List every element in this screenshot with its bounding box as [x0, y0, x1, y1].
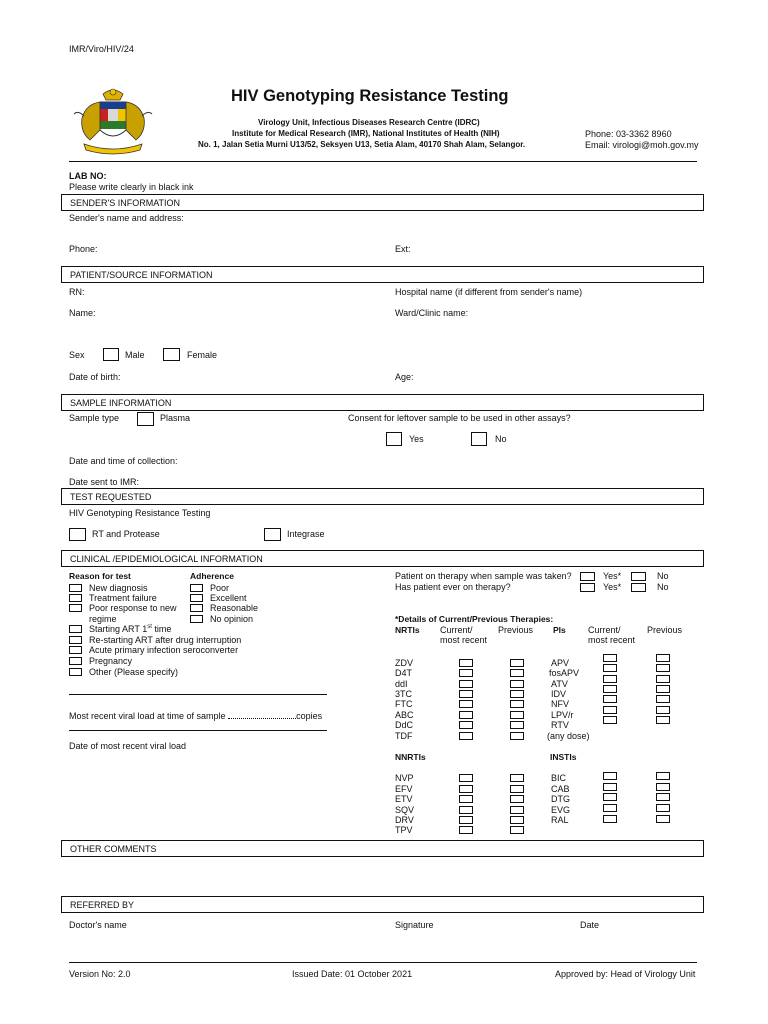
- nrti-tdf-previous-checkbox[interactable]: [510, 732, 524, 740]
- sender-section-header: SENDER'S INFORMATION: [61, 194, 704, 211]
- reason-starting-art-checkbox[interactable]: [69, 625, 82, 633]
- therapy-q1-no-label: No: [657, 571, 669, 581]
- patient-section-header: PATIENT/SOURCE INFORMATION: [61, 266, 704, 283]
- hospital-name-label: Hospital name (if different from sender's name): [395, 287, 583, 297]
- nrti-drug-d4t: D4T: [395, 668, 413, 678]
- approved-by: Approved by: Head of Virology Unit: [555, 969, 696, 979]
- plasma-label: Plasma: [160, 413, 191, 423]
- org-line-1: Virology Unit, Infectious Diseases Research Centre (IDRC): [258, 118, 480, 127]
- reason-acute-infection-label: Acute primary infection seroconverter: [89, 645, 239, 655]
- nnrti-nvp-previous-checkbox[interactable]: [510, 774, 524, 782]
- viral-load-label: [69, 710, 322, 721]
- org-line-2: Institute for Medical Research (IMR), National Institutes of Health (NIH): [232, 129, 500, 138]
- viral-load-date-label: Date of most recent viral load: [69, 741, 187, 751]
- pi-drug-fosapv: fosAPV: [549, 668, 580, 678]
- pi-drug-apv: APV: [551, 658, 570, 668]
- consent-no-label: No: [495, 434, 507, 444]
- nnrti-drug-etv: ETV: [395, 794, 413, 804]
- integrase-checkbox[interactable]: [264, 528, 281, 541]
- nrti-drug-tdf: TDF: [395, 731, 413, 741]
- org-email: Email: virologi@moh.gov.my: [585, 140, 699, 150]
- nrti-3tc-current-checkbox[interactable]: [459, 690, 473, 698]
- pi-drug-idv: IDV: [551, 689, 567, 699]
- pi-idv-current-checkbox[interactable]: [603, 685, 617, 693]
- nrti-drug-ddc: DdC: [395, 720, 414, 730]
- pi-atv-previous-checkbox[interactable]: [656, 675, 670, 683]
- pi-apv-current-checkbox[interactable]: [603, 654, 617, 662]
- consent-no-checkbox[interactable]: [471, 432, 487, 446]
- consent-yes-checkbox[interactable]: [386, 432, 402, 446]
- rt-protease-checkbox[interactable]: [69, 528, 86, 541]
- insti-dtg-current-checkbox[interactable]: [603, 793, 617, 801]
- pi-apv-previous-checkbox[interactable]: [656, 654, 670, 662]
- ward-clinic-label: Ward/Clinic name:: [395, 308, 469, 318]
- insti-bic-previous-checkbox[interactable]: [656, 772, 670, 780]
- sample-type-label: Sample type: [69, 413, 120, 423]
- instruction-text: Please write clearly in black ink: [69, 182, 194, 192]
- reason-for-test-header: Reason for test: [69, 571, 131, 581]
- insti-drug-ral: RAL: [551, 815, 569, 825]
- therapy-q1-yes-label: Yes*: [603, 571, 622, 581]
- nrti-d4t-current-checkbox[interactable]: [459, 669, 473, 677]
- therapy-q2-no-label: No: [657, 582, 669, 592]
- reason-poor-response-checkbox[interactable]: [69, 604, 82, 612]
- adherence-excellent-checkbox[interactable]: [190, 594, 203, 602]
- org-phone: Phone: 03-3362 8960: [585, 129, 672, 139]
- starting-art-tail: time: [151, 624, 172, 634]
- copies-text: copies: [296, 711, 323, 721]
- insti-ral-previous-checkbox[interactable]: [656, 815, 670, 823]
- pi-lpvr-previous-checkbox[interactable]: [656, 706, 670, 714]
- rt-protease-label: RT and Protease: [92, 529, 160, 539]
- adherence-header: Adherence: [190, 571, 234, 581]
- instis-header: INSTIs: [550, 752, 577, 762]
- therapy-q2-yes-label: Yes*: [603, 582, 622, 592]
- other-specify-line: [69, 694, 327, 695]
- version-number: Version No: 2.0: [69, 969, 131, 979]
- pi-rtv-current-checkbox[interactable]: [603, 716, 617, 724]
- document-code: IMR/Viro/HIV/24: [69, 44, 134, 54]
- org-address: No. 1, Jalan Setia Murni U13/52, Seksyen U13, Setia Alam, 40170 Shah Alam, Selangor.: [198, 140, 526, 149]
- nrti-ddc-current-checkbox[interactable]: [459, 721, 473, 729]
- pi-drug-nfv: NFV: [551, 699, 569, 709]
- pi-current-header-cont: most recent: [588, 635, 636, 645]
- starting-art-text: Starting ART 1: [89, 624, 148, 634]
- nrti-abc-previous-checkbox[interactable]: [510, 711, 524, 719]
- pi-drug-lpvr: LPV/r: [551, 710, 574, 720]
- therapy-q2-yes-checkbox[interactable]: [580, 583, 595, 592]
- insti-drug-dtg: DTG: [551, 794, 570, 804]
- therapy-q1-no-checkbox[interactable]: [631, 572, 646, 581]
- reason-new-diagnosis-checkbox[interactable]: [69, 584, 82, 592]
- viral-load-input[interactable]: [228, 710, 296, 719]
- adherence-reasonable-label: Reasonable: [210, 603, 259, 613]
- nrti-ftc-previous-checkbox[interactable]: [510, 700, 524, 708]
- date-label: Date: [580, 920, 600, 930]
- reason-pregnancy-checkbox[interactable]: [69, 657, 82, 665]
- sender-ext-label: Ext:: [395, 244, 411, 254]
- reason-starting-art-label: [89, 624, 171, 634]
- starting-art-superscript: st: [147, 624, 152, 630]
- page-title: HIV Genotyping Resistance Testing: [231, 87, 509, 105]
- nnrti-sqv-previous-checkbox[interactable]: [510, 806, 524, 814]
- pi-drug-atv: ATV: [551, 679, 568, 689]
- nrti-zdv-current-checkbox[interactable]: [459, 659, 473, 667]
- pi-nfv-previous-checkbox[interactable]: [656, 695, 670, 703]
- nrti-current-header-cont: most recent: [440, 635, 488, 645]
- nnrti-drug-nvp: NVP: [395, 773, 414, 783]
- reason-new-diagnosis-label: New diagnosis: [89, 583, 148, 593]
- nnrti-etv-current-checkbox[interactable]: [459, 795, 473, 803]
- nnrtis-header: NNRTIs: [395, 752, 426, 762]
- nrti-ftc-current-checkbox[interactable]: [459, 700, 473, 708]
- sex-label: Sex: [69, 350, 85, 360]
- integrase-label: Integrase: [287, 529, 325, 539]
- female-checkbox[interactable]: [163, 348, 180, 361]
- nnrti-sqv-current-checkbox[interactable]: [459, 806, 473, 814]
- adherence-poor-checkbox[interactable]: [190, 584, 203, 592]
- nrti-previous-header: Previous: [498, 625, 534, 635]
- signature-label: Signature: [395, 920, 434, 930]
- nrti-d4t-previous-checkbox[interactable]: [510, 669, 524, 677]
- patient-name-label: Name:: [69, 308, 96, 318]
- insti-drug-bic: BIC: [551, 773, 567, 783]
- sender-phone-label: Phone:: [69, 244, 98, 254]
- header-divider: [69, 161, 697, 162]
- nnrti-drug-tpv: TPV: [395, 825, 413, 835]
- pi-previous-header: Previous: [647, 625, 683, 635]
- nrti-3tc-previous-checkbox[interactable]: [510, 690, 524, 698]
- reason-poor-response-label: Poor response to new: [89, 603, 177, 613]
- sent-date-label: Date sent to IMR:: [69, 477, 140, 487]
- referred-by-section-header: REFERRED BY: [61, 896, 704, 913]
- therapy-q1-yes-checkbox[interactable]: [580, 572, 595, 581]
- insti-drug-cab: CAB: [551, 784, 570, 794]
- male-label: Male: [125, 350, 145, 360]
- insti-drug-evg: EVG: [551, 805, 571, 815]
- nrti-drug-ddi: ddI: [395, 679, 408, 689]
- consent-yes-label: Yes: [409, 434, 424, 444]
- reason-other-label: Other (Please specify): [89, 667, 179, 677]
- nnrti-drv-previous-checkbox[interactable]: [510, 816, 524, 824]
- therapy-q2-no-checkbox[interactable]: [631, 583, 646, 592]
- insti-bic-current-checkbox[interactable]: [603, 772, 617, 780]
- test-name: HIV Genotyping Resistance Testing: [69, 508, 211, 518]
- nrti-zdv-previous-checkbox[interactable]: [510, 659, 524, 667]
- footer-divider: [69, 962, 697, 963]
- pi-fosapv-current-checkbox[interactable]: [603, 664, 617, 672]
- insti-evg-previous-checkbox[interactable]: [656, 804, 670, 812]
- pi-rtv-previous-checkbox[interactable]: [656, 716, 670, 724]
- adherence-poor-label: Poor: [210, 583, 230, 593]
- nrti-tdf-current-checkbox[interactable]: [459, 732, 473, 740]
- nrti-ddc-previous-checkbox[interactable]: [510, 721, 524, 729]
- reason-poor-response-label-cont: regime: [89, 614, 117, 624]
- pi-current-header: Current/: [588, 625, 621, 635]
- viral-load-text: Most recent viral load at time of sample: [69, 711, 226, 721]
- nrti-drug-zdv: ZDV: [395, 658, 413, 668]
- adherence-no-opinion-label: No opinion: [210, 614, 254, 624]
- nnrti-efv-previous-checkbox[interactable]: [510, 785, 524, 793]
- pi-drug-rtv-dose-note: (any dose): [547, 731, 590, 741]
- reason-treatment-failure-label: Treatment failure: [89, 593, 157, 603]
- sender-name-address-label: Sender's name and address:: [69, 213, 184, 223]
- insti-ral-current-checkbox[interactable]: [603, 815, 617, 823]
- pi-drug-rtv: RTV: [551, 720, 569, 730]
- coat-of-arms-logo: [70, 86, 156, 158]
- insti-dtg-previous-checkbox[interactable]: [656, 793, 670, 801]
- nnrti-drug-drv: DRV: [395, 815, 414, 825]
- reason-acute-infection-checkbox[interactable]: [69, 646, 82, 654]
- female-label: Female: [187, 350, 218, 360]
- pi-atv-current-checkbox[interactable]: [603, 675, 617, 683]
- test-section-header: TEST REQUESTED: [61, 488, 704, 505]
- nnrti-etv-previous-checkbox[interactable]: [510, 795, 524, 803]
- collection-date-label: Date and time of collection:: [69, 456, 178, 466]
- reason-restarting-art-checkbox[interactable]: [69, 636, 82, 644]
- pi-idv-previous-checkbox[interactable]: [656, 685, 670, 693]
- reason-treatment-failure-checkbox[interactable]: [69, 594, 82, 602]
- pi-fosapv-previous-checkbox[interactable]: [656, 664, 670, 672]
- pis-header: PIs: [553, 625, 566, 635]
- reason-pregnancy-label: Pregnancy: [89, 656, 133, 666]
- nnrti-drv-current-checkbox[interactable]: [459, 816, 473, 824]
- nrti-ddi-current-checkbox[interactable]: [459, 680, 473, 688]
- male-checkbox[interactable]: [103, 348, 119, 361]
- sample-section-header: SAMPLE INFORMATION: [61, 394, 704, 411]
- viral-load-line: [69, 730, 327, 731]
- dob-label: Date of birth:: [69, 372, 121, 382]
- nrti-drug-abc: ABC: [395, 710, 414, 720]
- clinical-section-header: CLINICAL /EPIDEMIOLOGICAL INFORMATION: [61, 550, 704, 567]
- adherence-no-opinion-checkbox[interactable]: [190, 615, 203, 623]
- insti-evg-current-checkbox[interactable]: [603, 804, 617, 812]
- nnrti-drug-efv: EFV: [395, 784, 413, 794]
- nnrti-efv-current-checkbox[interactable]: [459, 785, 473, 793]
- pi-lpvr-current-checkbox[interactable]: [603, 706, 617, 714]
- nrti-current-header: Current/: [440, 625, 473, 635]
- nrtis-header: NRTIs: [395, 625, 420, 635]
- therapy-details-header: *Details of Current/Previous Therapies:: [395, 614, 554, 624]
- plasma-checkbox[interactable]: [137, 412, 154, 426]
- insti-cab-previous-checkbox[interactable]: [656, 783, 670, 791]
- therapy-question-2: Has patient ever on therapy?: [395, 582, 511, 592]
- nrti-ddi-previous-checkbox[interactable]: [510, 680, 524, 688]
- lab-no-label: LAB NO:: [69, 171, 107, 181]
- consent-question: Consent for leftover sample to be used in other assays?: [348, 413, 571, 423]
- nrti-drug-3tc: 3TC: [395, 689, 413, 699]
- pi-nfv-current-checkbox[interactable]: [603, 695, 617, 703]
- rn-label: RN:: [69, 287, 85, 297]
- adherence-reasonable-checkbox[interactable]: [190, 604, 203, 612]
- nnrti-tpv-current-checkbox[interactable]: [459, 826, 473, 834]
- doctor-name-label: Doctor's name: [69, 920, 127, 930]
- insti-cab-current-checkbox[interactable]: [603, 783, 617, 791]
- reason-other-checkbox[interactable]: [69, 668, 82, 676]
- nnrti-nvp-current-checkbox[interactable]: [459, 774, 473, 782]
- nnrti-tpv-previous-checkbox[interactable]: [510, 826, 524, 834]
- age-label: Age:: [395, 372, 414, 382]
- therapy-question-1: Patient on therapy when sample was taken?: [395, 571, 572, 581]
- nnrti-drug-sqv: SQV: [395, 805, 415, 815]
- adherence-excellent-label: Excellent: [210, 593, 247, 603]
- nrti-drug-ftc: FTC: [395, 699, 413, 709]
- other-comments-section-header: OTHER COMMENTS: [61, 840, 704, 857]
- issued-date: Issued Date: 01 October 2021: [292, 969, 413, 979]
- reason-restarting-art-label: Re-starting ART after drug interruption: [89, 635, 242, 645]
- nrti-abc-current-checkbox[interactable]: [459, 711, 473, 719]
